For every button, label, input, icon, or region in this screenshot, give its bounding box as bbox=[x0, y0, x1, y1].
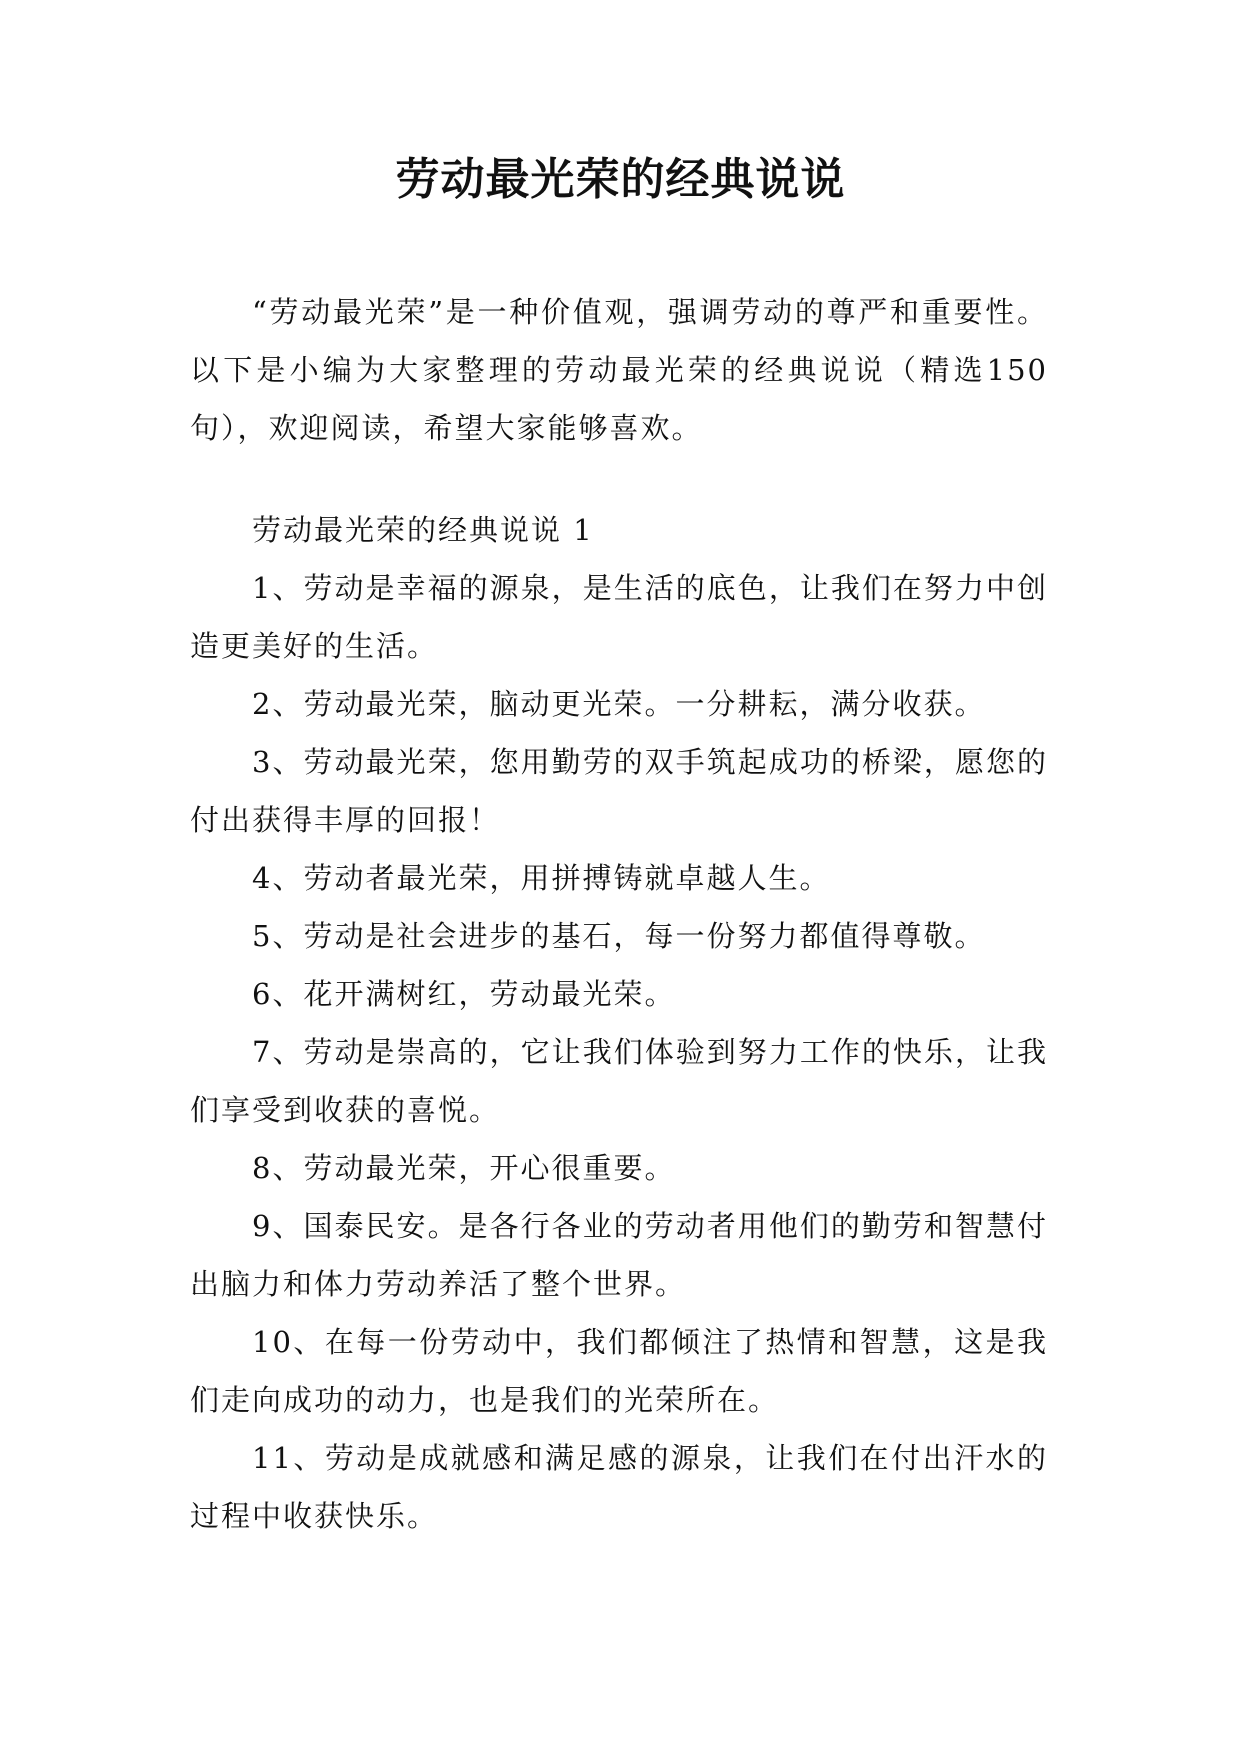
list-item: 11、劳动是成就感和满足感的源泉，让我们在付出汗水的过程中收获快乐。 bbox=[190, 1441, 1048, 1533]
document-title: 劳动最光荣的经典说说 bbox=[395, 154, 846, 205]
intro-paragraph: “劳动最光荣”是一种价值观，强调劳动的尊严和重要性。以下是小编为大家整理的劳动最光荣的经典说说（精选150句），欢迎阅读，希望大家能够喜欢。 bbox=[190, 295, 1048, 445]
list-item: 7、劳动是崇高的，它让我们体验到努力工作的快乐，让我们享受到收获的喜悦。 bbox=[190, 1035, 1048, 1127]
list-item: 2、劳动最光荣，脑动更光荣。一分耕耘，满分收获。 bbox=[252, 687, 986, 721]
list-item: 9、国泰民安。是各行各业的劳动者用他们的勤劳和智慧付出脑力和体力劳动养活了整个世界。 bbox=[190, 1209, 1048, 1301]
list-item: 3、劳动最光荣，您用勤劳的双手筑起成功的桥梁，愿您的付出获得丰厚的回报！ bbox=[190, 745, 1048, 837]
list-item: 8、劳动最光荣，开心很重要。 bbox=[252, 1151, 676, 1185]
document-body bbox=[190, 283, 1048, 1545]
list-item: 6、花开满树红，劳动最光荣。 bbox=[252, 977, 676, 1011]
list-item: 1、劳动是幸福的源泉，是生活的底色，让我们在努力中创造更美好的生活。 bbox=[190, 571, 1048, 663]
list-item: 10、在每一份劳动中，我们都倾注了热情和智慧，这是我们走向成功的动力，也是我们的光荣所在。 bbox=[190, 1325, 1048, 1417]
list-item: 5、劳动是社会进步的基石，每一份努力都值得尊敬。 bbox=[252, 919, 986, 953]
section-heading: 劳动最光荣的经典说说 1 bbox=[252, 513, 594, 547]
list-item: 4、劳动者最光荣，用拼搏铸就卓越人生。 bbox=[252, 861, 831, 895]
